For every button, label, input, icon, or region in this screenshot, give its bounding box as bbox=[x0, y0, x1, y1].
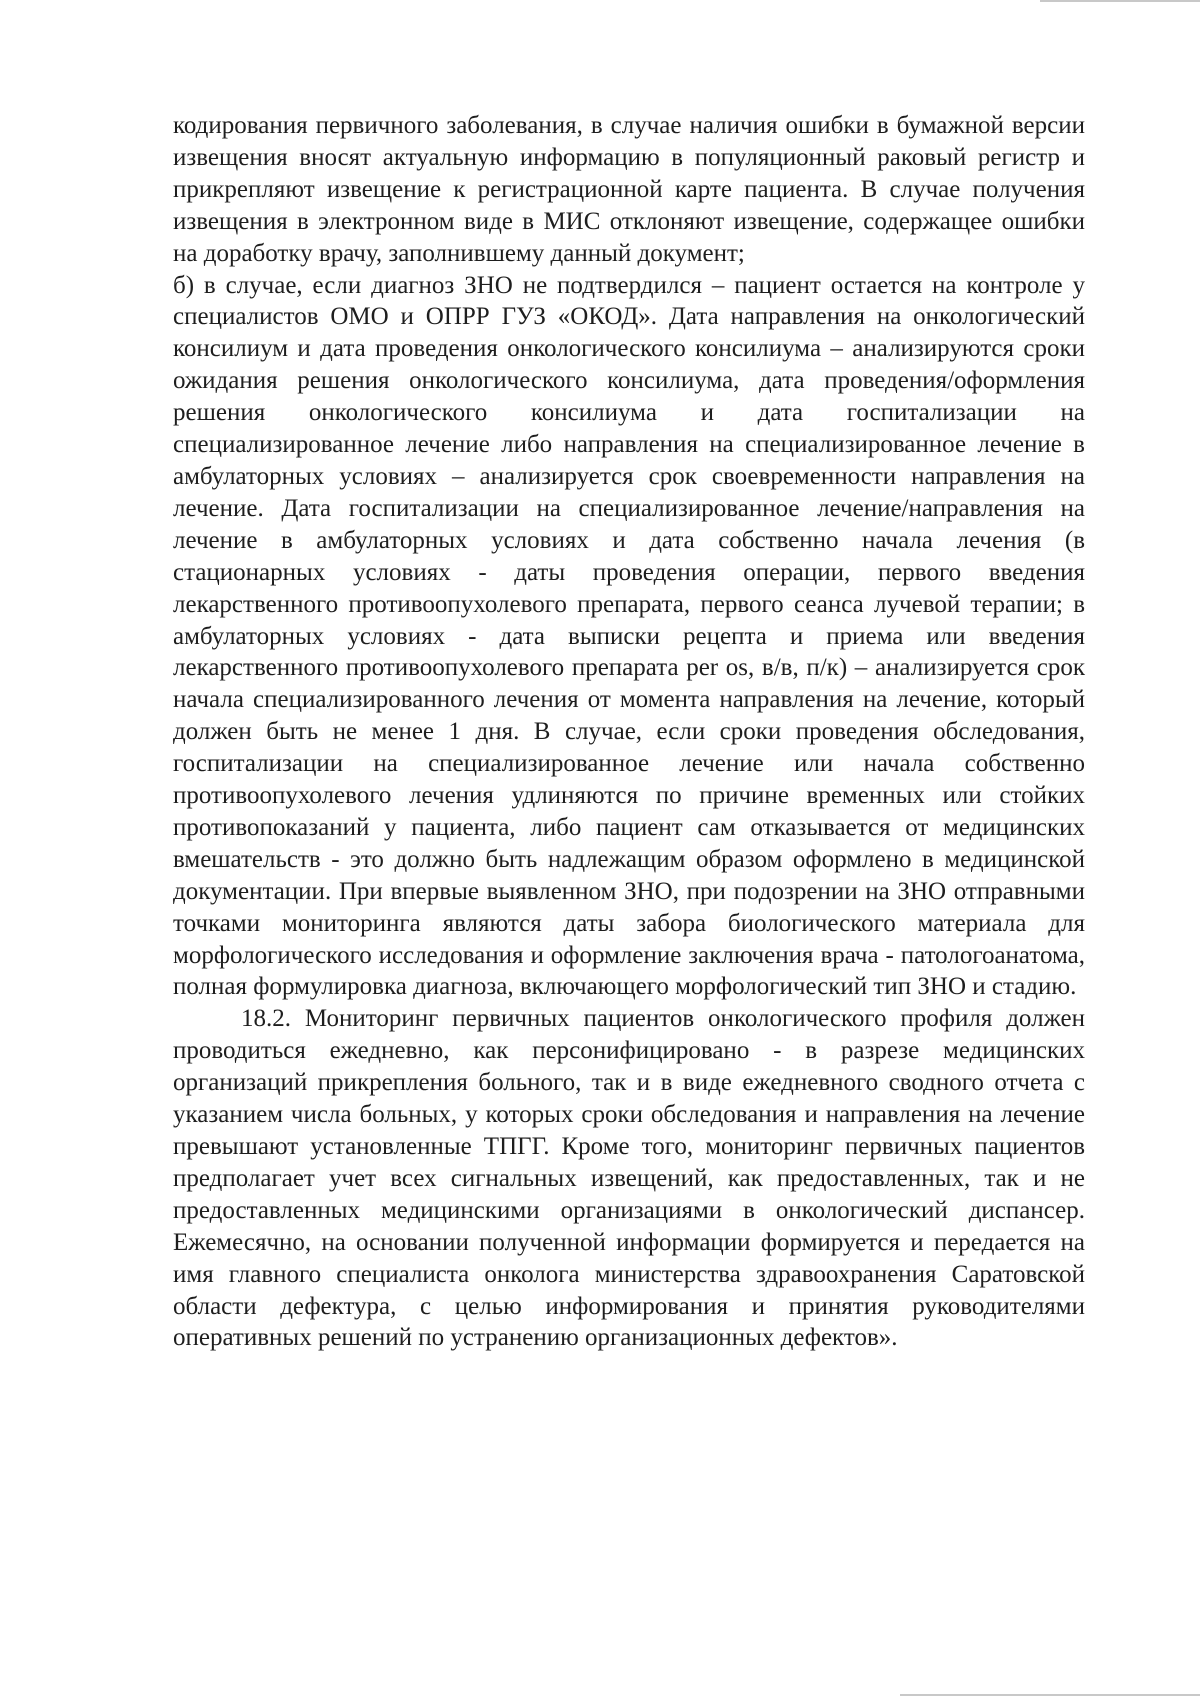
scan-edge-line-top bbox=[1040, 0, 1200, 2]
document-body bbox=[173, 110, 1085, 1354]
paragraph-error-coding: кодирования первичного заболевания, в случае наличия ошибки в бумажной версии извещения вносят актуальную информацию в популяционный раковый регистр и прикрепляют извещение к регистрационной карте пациента. В случае получения извещения в электронном виде в МИС отклоняют извещение, содержащее ошибки на доработку врачу, заполнившему данный документ; bbox=[173, 112, 1085, 267]
paragraph-diagnosis-not-confirmed: б) в случае, если диагноз ЗНО не подтвердился – пациент остается на контроле у специалистов ОМО и ОПРР ГУЗ «ОКОД». Дата направления на онкологический консилиум и дата проведения онкологического консилиума – анализируются сроки ожидания решения онкологического консилиума, дата проведения/оформления решения онкологического консилиума и дата госпитализации на специализированное лечение либо направления на специализированное лечение в амбулаторных условиях – анализируется срок своевременности направления на лечение. Дата госпитализации на специализированное лечение/направления на лечение в амбулаторных условиях и дата собственно начала лечения (в стационарных условиях - даты проведения операции, первого введения лекарственного противоопухолевого препарата, первого сеанса лучевой терапии; в амбулаторных условиях - дата выписки рецепта и приема или введения лекарственного противоопухолевого препарата per os, в/в, п/к) – анализируется срок начала специализированного лечения от момента направления на лечение, который должен быть не менее 1 дня. В случае, если сроки проведения обследования, госпитализации на специализированное лечение или начала собственно противоопухолевого лечения удлиняются по причине временных или стойких противопоказаний у пациента, либо пациент сам отказывается от медицинских вмешательств - это должно быть надлежащим образом оформлено в медицинской документации. При впервые выявленном ЗНО, при подозрении на ЗНО отправными точками мониторинга являются даты забора биологического материала для морфологического исследования и оформление заключения врача - патологоанатома, полная формулировка диагноза, включающего морфологический тип ЗНО и стадию. bbox=[173, 271, 1085, 1001]
paragraph-section-18-2: 18.2. Мониторинг первичных пациентов онкологического профиля должен проводиться ежедневно, как персонифицировано - в разрезе медицинских организаций прикрепления больного, так и в виде ежедневного сводного отчета с указанием числа больных, у которых сроки обследования и направления на лечение превышают установленные ТПГГ. Кроме того, мониторинг первичных пациентов предполагает учет всех сигнальных извещений, как предоставленных, так и не предоставленных медицинскими организациями в онкологический диспансер. Ежемесячно, на основании полученной информации формируется и передается на имя главного специалиста онколога министерства здравоохранения Саратовской области дефектура, с целью информирования и принятия руководителями оперативных решений по устранению организационных дефектов». bbox=[173, 1005, 1085, 1352]
